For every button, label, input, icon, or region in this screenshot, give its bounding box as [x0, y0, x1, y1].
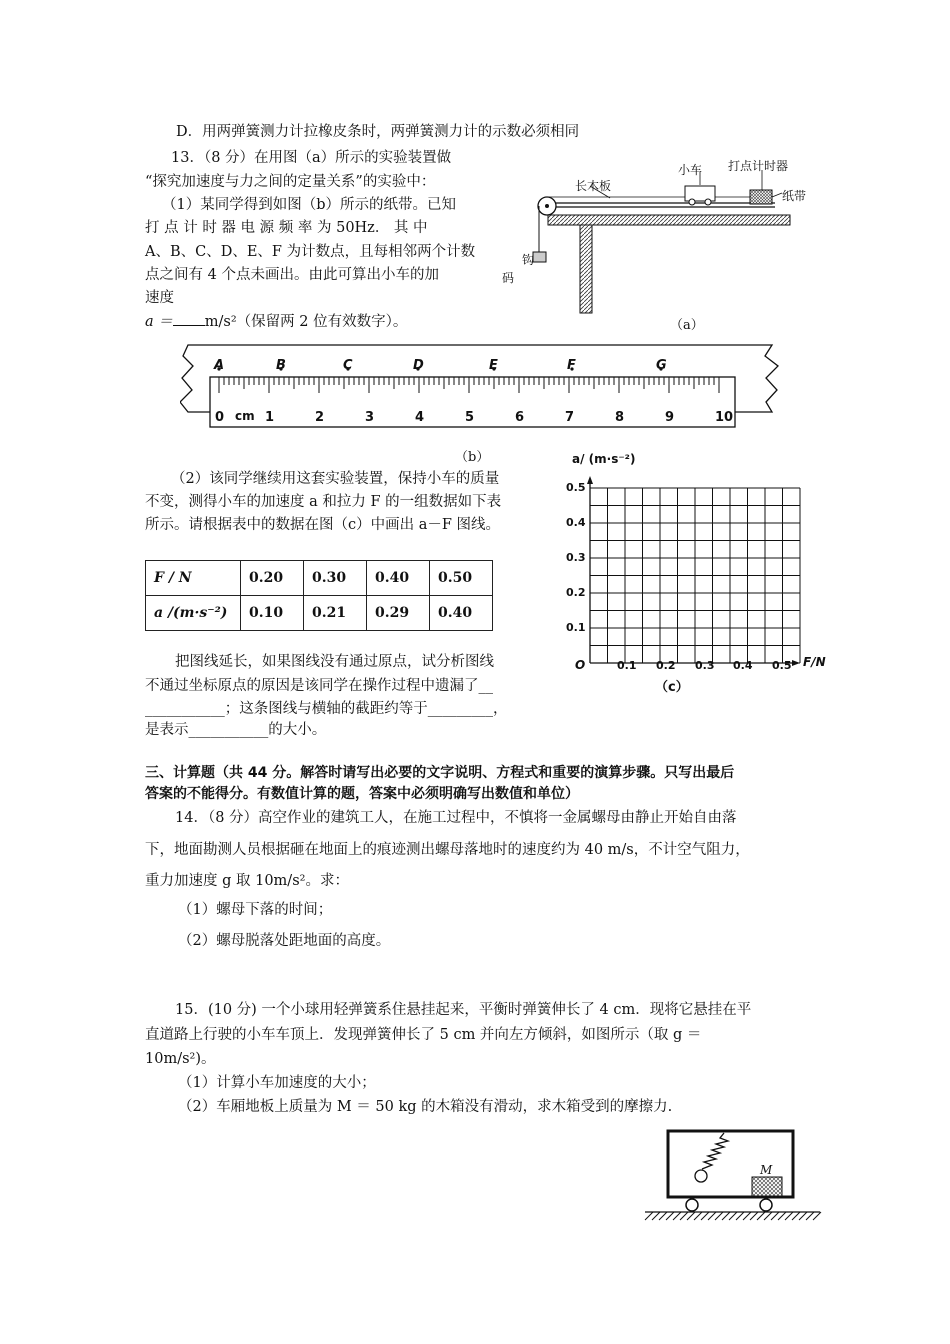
data-table [145, 560, 493, 631]
ruler-number: 7 [565, 410, 575, 425]
cart [685, 186, 715, 201]
q13-line: 点之间有 4 个点未画出。由此可算出小车的加 [145, 267, 439, 283]
tape-point-label: E [489, 358, 498, 373]
answer-blank[interactable] [173, 311, 205, 326]
table-cell: 0.40 [367, 561, 430, 596]
wheel [686, 1199, 698, 1211]
tape-point-label: B [276, 358, 286, 373]
y-tick-label: 0.5 [566, 481, 586, 494]
ruler-number: 0 [215, 410, 225, 425]
graph-grid [590, 488, 800, 663]
table-row [146, 596, 493, 631]
q15-line: 直道路上行驶的小车车顶上．发现弹簧伸长了 5 cm 并向左方倾斜，如图所示（取 g ＝ [145, 1027, 702, 1043]
ruler-number: 8 [615, 410, 625, 425]
y-tick-label: 0.4 [566, 516, 586, 529]
figure-b-caption: （b） [455, 450, 490, 465]
q14-line: 14．（8 分）高空作业的建筑工人，在施工过程中，不慎将一金属螺母由静止开始自由落 [175, 810, 737, 826]
ruler-number: 6 [515, 410, 525, 425]
table-top [548, 215, 790, 225]
q13-line: 13．（8 分）在用图（a）所示的实验装置做 [171, 150, 452, 166]
x-tick-label: 0.1 [617, 659, 637, 672]
figure-a-apparatus [500, 150, 800, 335]
q13-line: 打 点 计 时 器 电 源 频 率 为 50Hz． 其 中 [145, 220, 428, 236]
figure-cart-spring [640, 1125, 825, 1225]
ruler-number: 2 [315, 410, 325, 425]
table-head-a: a /(m·s⁻²) [146, 596, 241, 631]
q15-line: 15．(10 分) 一个小球用轻弹簧系住悬挂起来，平衡时弹簧伸长了 4 cm．现将它悬挂在平 [175, 1002, 752, 1018]
table-leg [580, 225, 592, 313]
graph-y-label: a/ (m·s⁻²) [572, 452, 636, 466]
table-cell: 0.21 [304, 596, 367, 631]
q14-line: 下，地面勘测人员根据砸在地面上的痕迹测出螺母落地时的速度约为 40 m/s，不计空气阻力， [145, 842, 750, 858]
y-tick-label: 0.2 [566, 586, 586, 599]
x-tick-label: 0.4 [733, 659, 753, 672]
figure-a-caption: （a） [670, 318, 704, 333]
label-weight-1: 钩 [522, 253, 535, 267]
answer-suffix: m/s²（保留两 2 位有效数字）。 [204, 314, 408, 330]
q15-line: （1）计算小车加速度的大小； [178, 1075, 376, 1091]
ruler-number: 9 [665, 410, 675, 425]
x-tick-label: 0.5 [772, 659, 792, 672]
part2-line: （2）该同学继续用这套实验装置，保持小车的质量 [171, 471, 500, 487]
x-tick-label: 0.2 [656, 659, 676, 672]
table-head-f: F / N [146, 561, 241, 596]
x-tick-label: 0.3 [695, 659, 715, 672]
label-timer: 打点计时器 [728, 159, 789, 173]
tape-point-label: G [656, 358, 667, 373]
q15-line: 10m/s²)。 [145, 1051, 216, 1067]
q14-line: 重力加速度 g 取 10m/s²。求： [145, 873, 349, 889]
q12-option-d: D．用两弹簧测力计拉橡皮条时，两弹簧测力计的示数必须相同 [176, 124, 580, 140]
table-cell: 0.20 [241, 561, 304, 596]
hanging-weight [533, 252, 546, 262]
figure-c-caption: （c） [655, 680, 689, 695]
ruler-unit: cm [235, 409, 255, 423]
q13-answer-line [145, 311, 407, 332]
ruler-number: 1 [265, 410, 275, 425]
tape-point-label: C [343, 358, 353, 373]
y-tick-label: 0.1 [566, 621, 586, 634]
ball [695, 1170, 707, 1182]
box-m-label: M [760, 1163, 773, 1177]
part3-line: 不通过坐标原点的原因是该同学在操作过程中遗漏了__ [145, 678, 493, 694]
table-cell: 0.30 [304, 561, 367, 596]
tape-point-label: A [214, 358, 225, 373]
section3-heading: 三、计算题（共 44 分。解答时请写出必要的文字说明、方程式和重要的演算步骤。只写出最后 [145, 765, 735, 781]
q15-line: （2）车厢地板上质量为 M ＝ 50 kg 的木箱没有滑动，求木箱受到的摩擦力. [178, 1099, 673, 1115]
ground-hatch [645, 1212, 821, 1220]
table-cell: 0.10 [241, 596, 304, 631]
wheel [760, 1199, 772, 1211]
graph-origin: O [575, 658, 586, 672]
y-tick-label: 0.3 [566, 551, 586, 564]
ruler-number: 5 [465, 410, 475, 425]
label-weight-2: 码 [502, 271, 515, 285]
part3-line: 是表示___________的大小。 [145, 722, 327, 738]
part2-line: 所示。请根据表中的数据在图（c）中画出 a－F 图线。 [145, 517, 501, 533]
q13-line: 速度 [145, 290, 174, 306]
answer-prefix: a ＝ [145, 314, 173, 330]
ruler-number: 4 [415, 410, 425, 425]
graph-x-label: F/N [803, 655, 826, 669]
tape-point-label: F [567, 358, 576, 373]
table-cell: 0.40 [430, 596, 493, 631]
part2-line: 不变，测得小车的加速度 a 和拉力 F 的一组数据如下表 [145, 494, 502, 510]
label-tape: 纸带 [782, 189, 807, 203]
ticker-timer [750, 190, 772, 204]
table-row [146, 561, 493, 596]
q13-line: “探究加速度与力之间的定量关系”的实验中： [145, 174, 436, 190]
part3-line: 把图线延长，如果图线没有通过原点，试分析图线 [175, 654, 494, 670]
tape-point-label: D [413, 358, 424, 373]
ruler-number: 10 [715, 410, 734, 425]
q14-line: （1）螺母下落的时间； [178, 902, 333, 918]
section3-heading-cont: 答案的不能得分。有数值计算的题，答案中必须明确写出数值和单位） [145, 786, 579, 802]
q14-line: （2）螺母脱落处距地面的高度。 [178, 933, 391, 949]
label-cart: 小车 [678, 163, 703, 177]
table-cell: 0.50 [430, 561, 493, 596]
label-board: 长木板 [575, 179, 612, 193]
q13-line: （1）某同学得到如图（b）所示的纸带。已知 [162, 197, 457, 213]
part3-line: ___________；这条图线与横轴的截距约等于_________， [145, 701, 508, 717]
q13-line: A、B、C、D、E、F 为计数点，且每相邻两个计数 [145, 244, 476, 260]
ruler-number: 3 [365, 410, 375, 425]
table-cell: 0.29 [367, 596, 430, 631]
